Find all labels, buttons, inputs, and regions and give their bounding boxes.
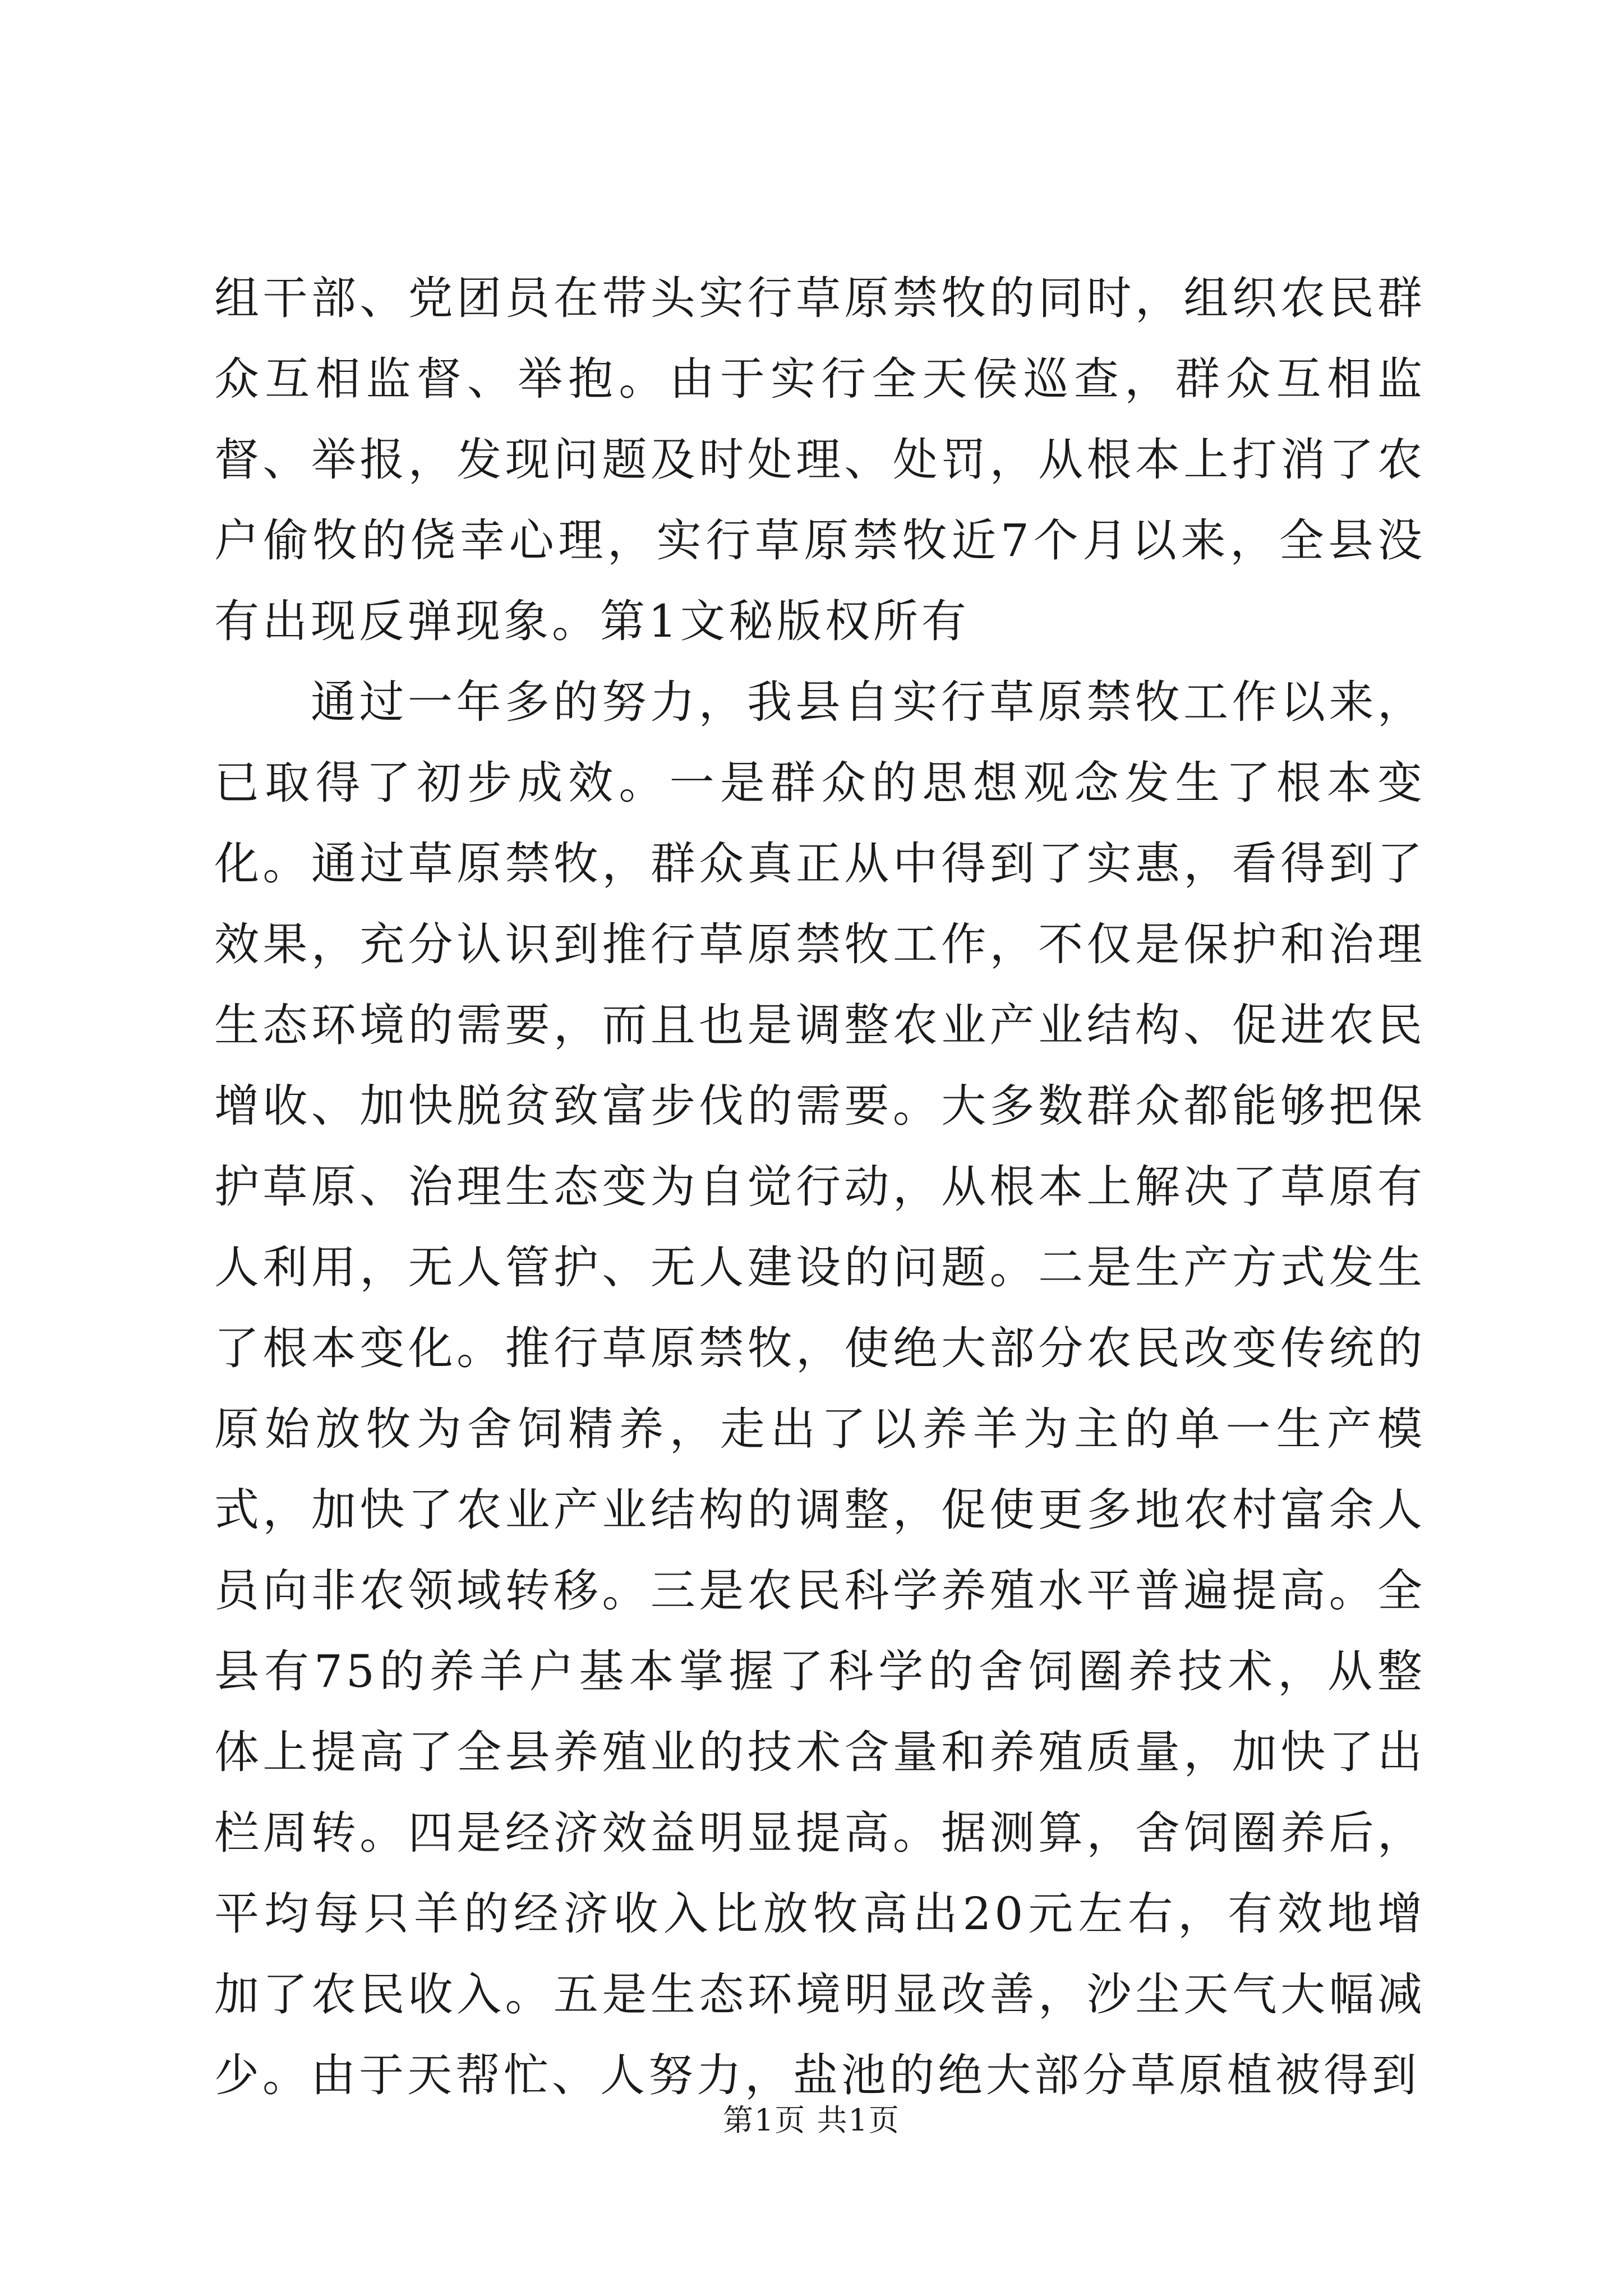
document-body bbox=[214, 258, 1426, 2116]
page-footer: 第1页 共1页 bbox=[723, 2102, 900, 2138]
paragraph-2: 通过一年多的努力，我县自实行草原禁牧工作以来，已取得了初步成效。一是群众的思想观念发生了根本变化。通过草原禁牧，群众真正从中得到了实惠，看得到了效果，充分认识到推行草原禁牧工作，不仅是保护和治理生态环境的需要，而且也是调整农业产业结构、促进农民增收、加快脱贫致富步伐的需要。大多数群众都能够把保护草原、治理生态变为自觉行动，从根本上解决了草原有人利用，无人管护、无人建设的问题。二是生产方式发生了根本变化。推行草原禁牧，使绝大部分农民改变传统的原始放牧为舍饲精养，走出了以养羊为主的单一生产模式，加快了农业产业结构的调整，促使更多地农村富余人员向非农领域转移。三是农民科学养殖水平普遍提高。全县有75的养羊户基本掌握了科学的舍饲圈养技术，从整体上提高了全县养殖业的技术含量和养殖质量，加快了出栏周转。四是经济效益明显提高。据测算，舍饲圈养后，平均每只羊的经济收入比放牧高出20元左右，有效地增加了农民收入。五是生态环境明显改善，沙尘天气大幅减少。由于天帮忙、人努力，盐池的绝大部分草原植被得到 bbox=[214, 676, 1426, 2101]
paragraph-1: 组干部、党团员在带头实行草原禁牧的同时，组织农民群众互相监督、举抱。由于实行全天侯巡查，群众互相监督、举报，发现问题及时处理、处罚，从根本上打消了农户偷牧的侥幸心理，实行草原禁牧近7个月以来，全县没有出现反弹现象。第1文秘版权所有 bbox=[214, 272, 1426, 647]
